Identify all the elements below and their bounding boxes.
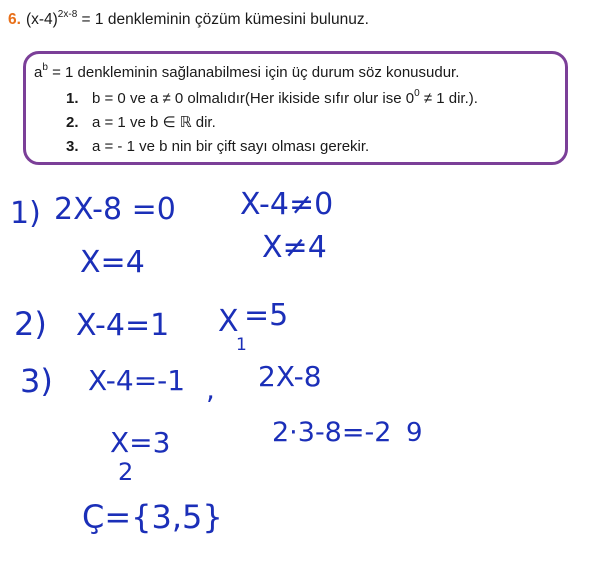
intro-text: = 1 denkleminin sağlanabilmesi için üç durum söz konusudur.: [47, 64, 460, 81]
case2-result-value: =5: [244, 298, 289, 333]
rule-text: b = 0 ve a ≠ 0 olmalıdır(Her ikiside sıfır olur ise 0: [92, 90, 415, 107]
question-exponent: 2x-8: [57, 9, 78, 20]
case2-result-subscript: 1: [236, 335, 247, 355]
question-text: = 1 denkleminin çözüm kümesini bulunuz.: [77, 11, 369, 29]
case1-condition: X-4≠0: [240, 187, 334, 222]
question-number: 6.: [8, 11, 21, 29]
case2-result-var: X: [218, 304, 239, 339]
intro-base: a: [34, 64, 43, 81]
rule-number: 3.: [66, 138, 79, 155]
case1-equation: 2X-8 =0: [54, 192, 176, 227]
case3-result-subscript: 2: [118, 458, 134, 486]
case1-label: 1): [10, 196, 41, 231]
rule-text-end: ≠ 1 dir.).: [419, 90, 478, 107]
case2-label: 2): [14, 305, 47, 343]
question-base: (x-4): [25, 11, 58, 29]
case1-condition-result: X≠4: [262, 230, 327, 265]
rule-number: 1.: [66, 90, 79, 107]
solution-set: Ç={3,5}: [82, 498, 223, 536]
rule-superscript: 0: [414, 88, 420, 99]
rule-text: a = 1 ve b ∈ ℝ dir.: [92, 114, 216, 131]
case2-equation: X-4=1: [76, 308, 170, 343]
intro-exponent: b: [42, 62, 48, 73]
case3-check: 2·3-8=-2: [272, 417, 392, 448]
case3-result: X=3: [110, 426, 171, 459]
case3-equation: X-4=-1: [88, 364, 186, 397]
case3-check-mark: 9: [406, 418, 423, 448]
rule-text: a = - 1 ve b nin bir çift sayı olması gerekir.: [92, 138, 370, 155]
case3-label: 3): [20, 362, 53, 400]
case1-result: X=4: [80, 245, 145, 280]
rule-number: 2.: [66, 114, 79, 131]
case3-comma: ,: [206, 373, 215, 406]
case3-exponent: 2X-8: [258, 360, 322, 393]
